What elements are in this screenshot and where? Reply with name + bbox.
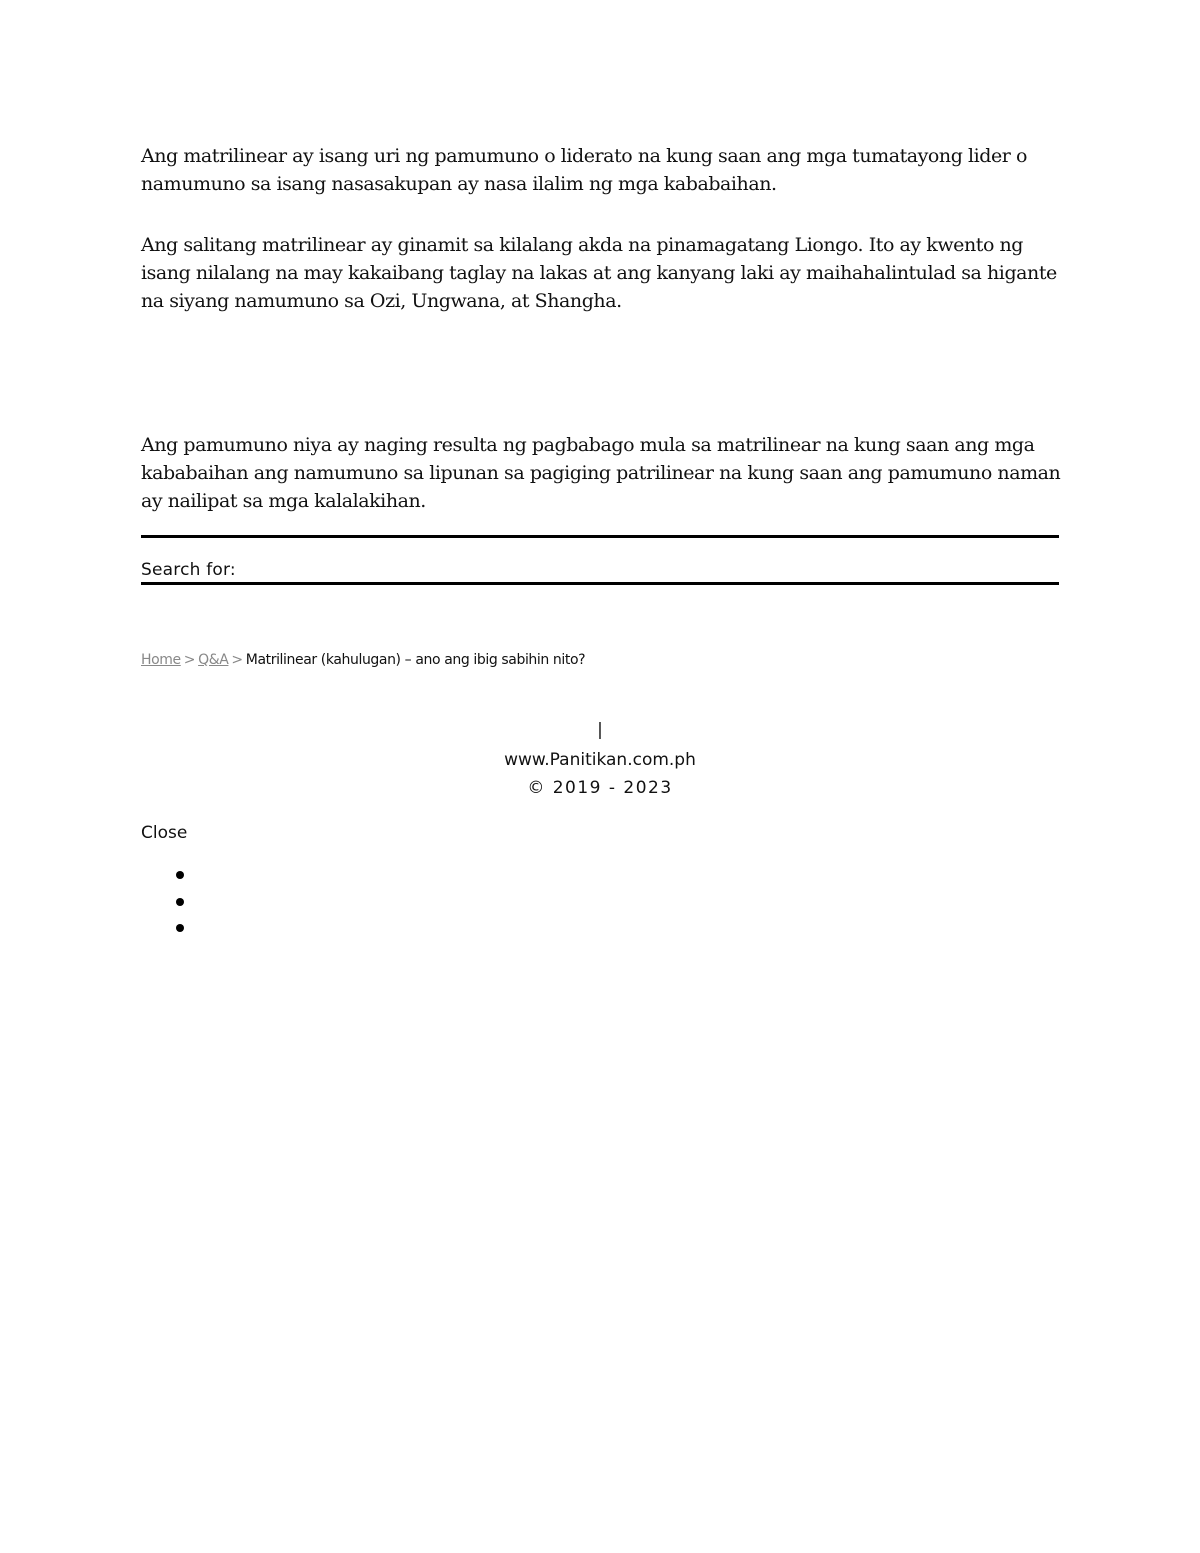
breadcrumb-current: Matrilinear (kahulugan) – ano ang ibig sabihin nito?: [245, 652, 586, 668]
article-paragraph: Ang matrilinear ay isang uri ng pamumuno o liderato na kung saan ang mga tumatayong lider o namumuno sa isang nasasakupan ay nasa ilalim ng mga kababaihan.: [141, 145, 1027, 195]
menu-list-item[interactable]: [172, 891, 202, 918]
footer-divider: |: [597, 720, 603, 740]
search-input-underline[interactable]: [141, 582, 1059, 585]
breadcrumb-separator: >: [231, 652, 243, 668]
search-top-divider: [141, 535, 1059, 538]
bullet-icon: [176, 924, 184, 932]
breadcrumb-link-qa[interactable]: Q&A: [198, 652, 229, 668]
bullet-icon: [176, 871, 184, 879]
breadcrumb-link-home[interactable]: Home: [141, 652, 181, 668]
breadcrumb: [141, 650, 585, 670]
article-paragraph: Ang salitang matrilinear ay ginamit sa kilalang akda na pinamagatang Liongo. Ito ay kwento ng isang nilalang na may kakaibang taglay na lakas at ang kanyang laki ay maihahalintulad sa higante na siyang namumuno sa Ozi, Ungwana, at Shangha.: [141, 234, 1057, 312]
footer-site-link[interactable]: www.Panitikan.com.ph: [504, 750, 696, 770]
bullet-icon: [176, 898, 184, 906]
article-paragraph: Ang pamumuno niya ay naging resulta ng pagbabago mula sa matrilinear na kung saan ang mga kababaihan ang namumuno sa lipunan sa pagiging patrilinear na kung saan ang pamumuno naman ay nailipat sa mga kalalakihan.: [141, 434, 1061, 512]
search-label: Search for:: [141, 560, 236, 580]
menu-list-item[interactable]: [172, 917, 202, 944]
menu-list: [172, 864, 202, 944]
menu-close-button[interactable]: Close: [141, 823, 188, 843]
footer-copyright: © 2019 - 2023: [527, 778, 673, 798]
breadcrumb-separator: >: [183, 652, 196, 668]
menu-list-item[interactable]: [172, 864, 202, 891]
